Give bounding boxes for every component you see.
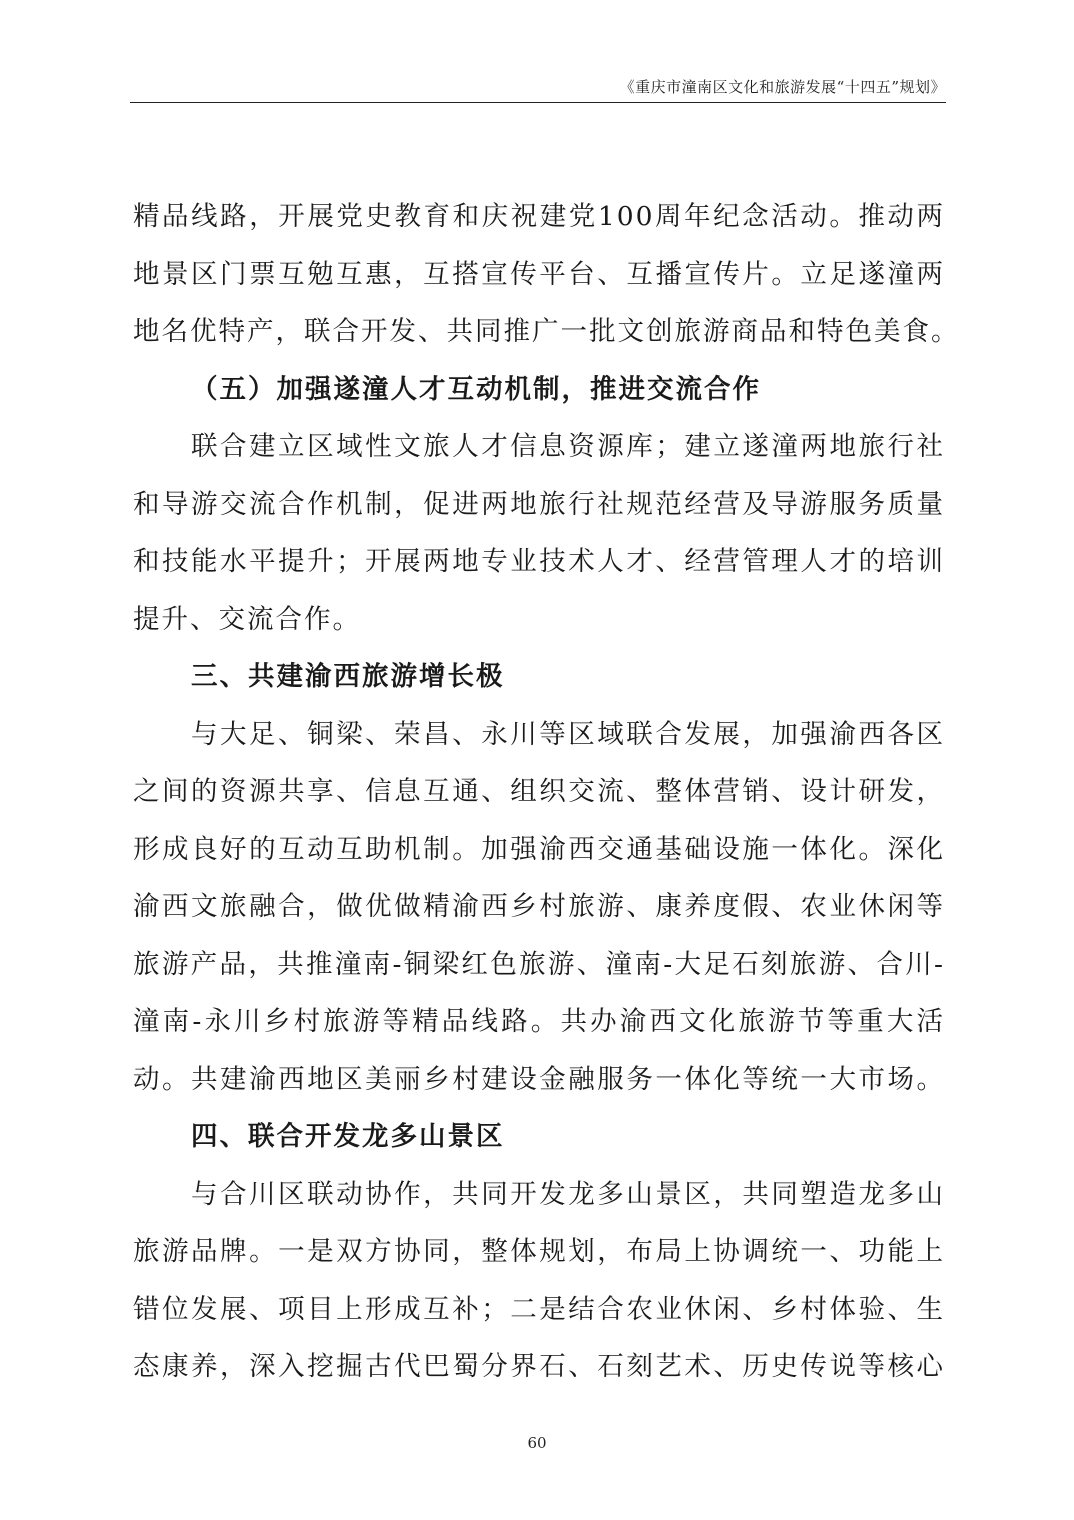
- body-line: 地名优特产，联合开发、共同推广一批文创旅游商品和特色美食。: [133, 316, 960, 347]
- body-line: 地景区门票互勉互惠，互搭宣传平台、互播宣传片。立足遂潼两: [133, 258, 945, 290]
- body-line: 动。共建渝西地区美丽乡村建设金融服务一体化等统一大市场。: [133, 1063, 945, 1095]
- body-line: 与合川区联动协作，共同开发龙多山景区，共同塑造龙多山: [191, 1178, 945, 1210]
- document-body: [133, 188, 960, 1396]
- section-heading: 四、联合开发龙多山景区: [191, 1121, 505, 1152]
- body-line: 和技能水平提升；开展两地专业技术人才、经营管理人才的培训: [133, 546, 945, 577]
- body-line: 和导游交流合作机制，促进两地旅行社规范经营及导游服务质量: [133, 488, 945, 520]
- body-line: 旅游品牌。一是双方协同，整体规划，布局上协调统一、功能上: [133, 1236, 945, 1267]
- body-line: 潼南-永川乡村旅游等精品线路。共办渝西文化旅游节等重大活: [133, 1006, 945, 1037]
- body-line: 精品线路，开展党史教育和庆祝建党100周年纪念活动。推动两: [133, 201, 945, 232]
- body-line: 错位发展、项目上形成互补；二是结合农业休闲、乡村体验、生: [133, 1293, 945, 1325]
- page-header: [130, 72, 946, 103]
- body-line: 提升、交流合作。: [133, 603, 361, 635]
- section-heading: 三、共建渝西旅游增长极: [191, 661, 505, 692]
- body-line: 形成良好的互动互助机制。加强渝西交通基础设施一体化。深化: [133, 833, 945, 865]
- body-line: 旅游产品，共推潼南-铜梁红色旅游、潼南-大足石刻旅游、合川-: [133, 948, 945, 980]
- body-line: 之间的资源共享、信息互通、组织交流、整体营销、设计研发，: [133, 776, 945, 807]
- body-line: 渝西文旅融合，做优做精渝西乡村旅游、康养度假、农业休闲等: [133, 891, 945, 922]
- section-heading: （五）加强遂潼人才互动机制，推进交流合作: [191, 373, 761, 405]
- body-line: 态康养，深入挖掘古代巴蜀分界石、石刻艺术、历史传说等核心: [133, 1351, 945, 1382]
- page-number: 60: [527, 1434, 547, 1452]
- body-line: 联合建立区域性文旅人才信息资源库；建立遂潼两地旅行社: [191, 431, 945, 462]
- body-line: 与大足、铜梁、荣昌、永川等区域联合发展，加强渝西各区: [191, 718, 945, 750]
- header-title: 《重庆市潼南区文化和旅游发展“十四五”规划》: [619, 78, 946, 96]
